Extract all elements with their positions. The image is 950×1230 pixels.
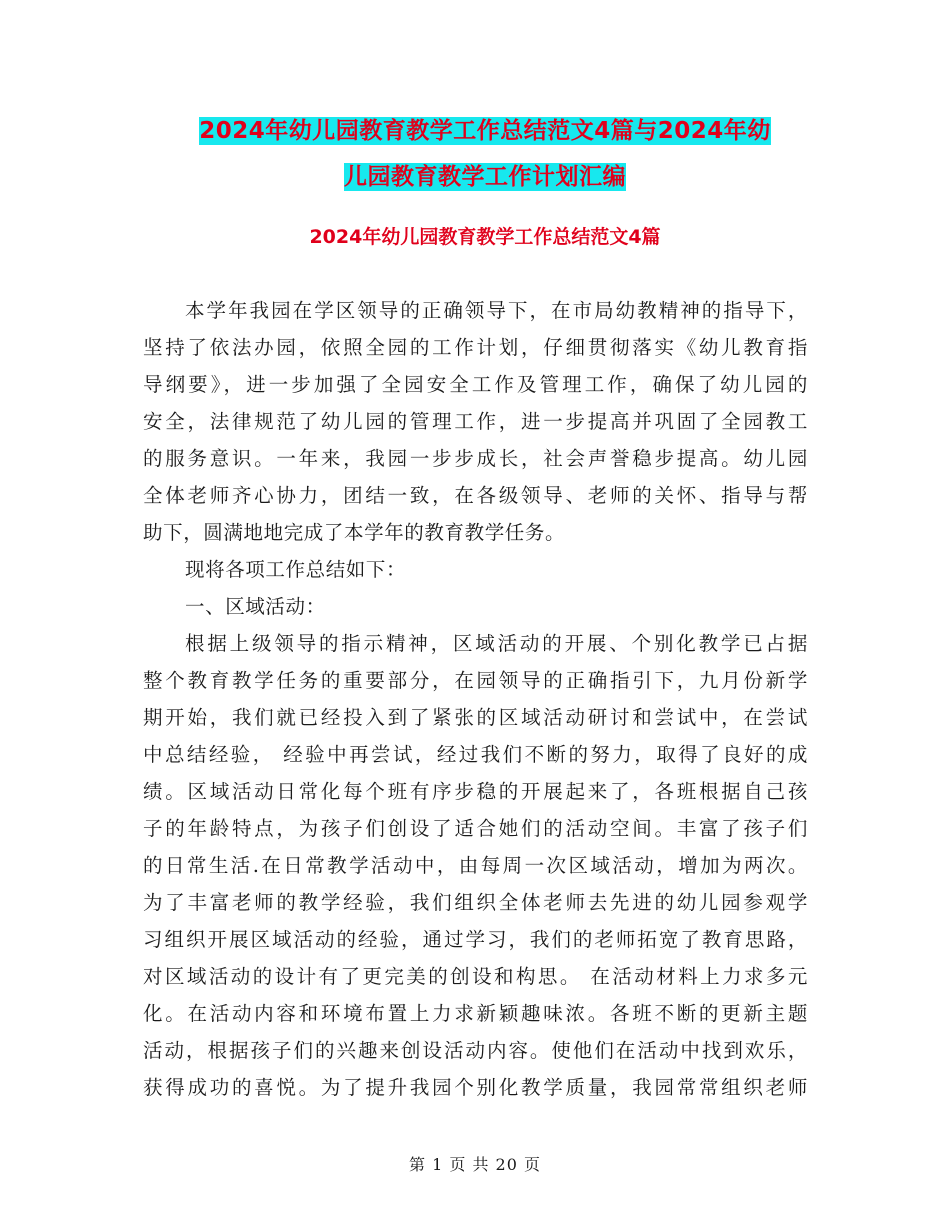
text-line: 整个教育教学任务的重要部分，在园领导的正确指引下，九月份新学 bbox=[143, 669, 808, 692]
text-line: 导纲要》，进一步加强了全园安全工作及管理工作，确保了幼儿园的 bbox=[143, 373, 808, 396]
paragraph-summary-lead bbox=[143, 551, 808, 588]
section-heading: 2024年幼儿园教育教学工作总结范文4篇 bbox=[309, 226, 661, 248]
text-line: 对区域活动的设计有了更完美的创设和构思。 在活动材料上力求多元 bbox=[143, 965, 808, 988]
text-line: 中总结经验， 经验中再尝试，经过我们不断的努力，取得了良好的成 bbox=[143, 743, 808, 766]
title-line-1: 2024年幼儿园教育教学工作总结范文4篇与2024年幼 bbox=[199, 118, 771, 144]
paragraph-subheading bbox=[143, 588, 808, 625]
text-line: 活动，根据孩子们的兴趣来创设活动内容。使他们在活动中找到欢乐， bbox=[143, 1039, 808, 1062]
text-line: 为了丰富老师的教学经验，我们组织全体老师去先进的幼儿园参观学 bbox=[143, 891, 808, 914]
text-line: 一、区域活动： bbox=[185, 595, 326, 618]
paragraph-area-activity bbox=[143, 625, 808, 1106]
text-line: 现将各项工作总结如下： bbox=[185, 558, 407, 581]
text-line: 本学年我园在学区领导的正确领导下，在市局幼教精神的指导下， bbox=[185, 299, 808, 322]
text-line: 子的年龄特点，为孩子们创设了适合她们的活动空间。丰富了孩子们 bbox=[143, 817, 808, 840]
title-line-2: 儿园教育教学工作计划汇编 bbox=[344, 164, 626, 190]
text-line: 的服务意识。一年来，我园一步步成长，社会声誉稳步提高。幼儿园 bbox=[143, 447, 808, 470]
text-line: 助下，圆满地地完成了本学年的教育教学任务。 bbox=[143, 521, 566, 544]
text-line: 安全，法律规范了幼儿园的管理工作，进一步提高并巩固了全园教工 bbox=[143, 410, 808, 433]
text-line: 化。在活动内容和环境布置上力求新颖趣味浓。各班不断的更新主题 bbox=[143, 1002, 808, 1025]
text-line: 绩。区域活动日常化每个班有序步稳的开展起来了，各班根据自己孩 bbox=[143, 780, 808, 803]
text-line: 习组织开展区域活动的经验，通过学习，我们的老师拓宽了教育思路， bbox=[143, 928, 808, 951]
page-footer: 第 1 页 共 20 页 bbox=[409, 1155, 541, 1174]
text-line: 根据上级领导的指示精神，区域活动的开展、个别化教学已占据 bbox=[185, 632, 808, 655]
text-line: 期开始，我们就已经投入到了紧张的区域活动研讨和尝试中，在尝试 bbox=[143, 706, 808, 729]
text-line: 的日常生活.在日常教学活动中，由每周一次区域活动，增加为两次。 bbox=[143, 854, 808, 877]
paragraph-intro bbox=[143, 292, 808, 551]
text-line: 全体老师齐心协力，团结一致，在各级领导、老师的关怀、指导与帮 bbox=[143, 484, 808, 507]
text-line: 坚持了依法办园，依照全园的工作计划，仔细贯彻落实《幼儿教育指 bbox=[143, 336, 808, 359]
text-line: 获得成功的喜悦。为了提升我园个别化教学质量，我园常常组织老师 bbox=[143, 1076, 808, 1099]
document-title bbox=[140, 108, 830, 200]
body-text bbox=[143, 292, 808, 1106]
